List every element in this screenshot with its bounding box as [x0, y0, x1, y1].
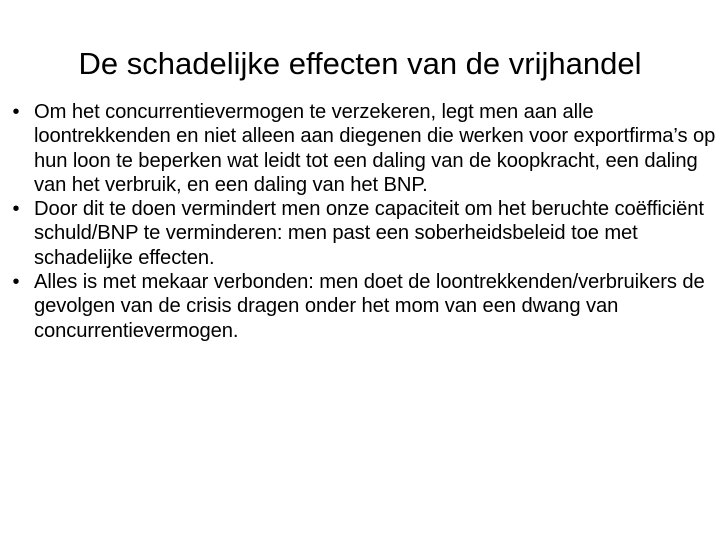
- bullet-text: Door dit te doen vermindert men onze capaciteit om het beruchte coëfficiënt schuld/BNP te verminderen: men past een soberheidsbeleid toe met schadelijke effecten.: [34, 198, 704, 269]
- bullet-icon: •: [12, 101, 20, 123]
- bullet-icon: •: [12, 198, 20, 221]
- list-item: [4, 100, 716, 197]
- bullet-list: [4, 100, 716, 343]
- bullet-text: Alles is met mekaar verbonden: men doet de loontrekkenden/verbruikers de gevolgen van de crisis dragen onder het mom van een dwang van concurrentievermogen.: [34, 271, 705, 342]
- list-item: [4, 270, 716, 343]
- list-item: [4, 197, 716, 270]
- bullet-icon: •: [12, 271, 20, 294]
- bullet-text: Om het concurrentievermogen te verzekeren, legt men aan alle loontrekkenden en niet alleen aan diegenen die werken voor exportfirma’s op hun loon te beperken wat leidt tot een daling van de koopkracht, een daling van het verbruik, en een daling van het BNP.: [34, 101, 716, 196]
- slide-title: De schadelijke effecten van de vrijhandel: [78, 46, 642, 81]
